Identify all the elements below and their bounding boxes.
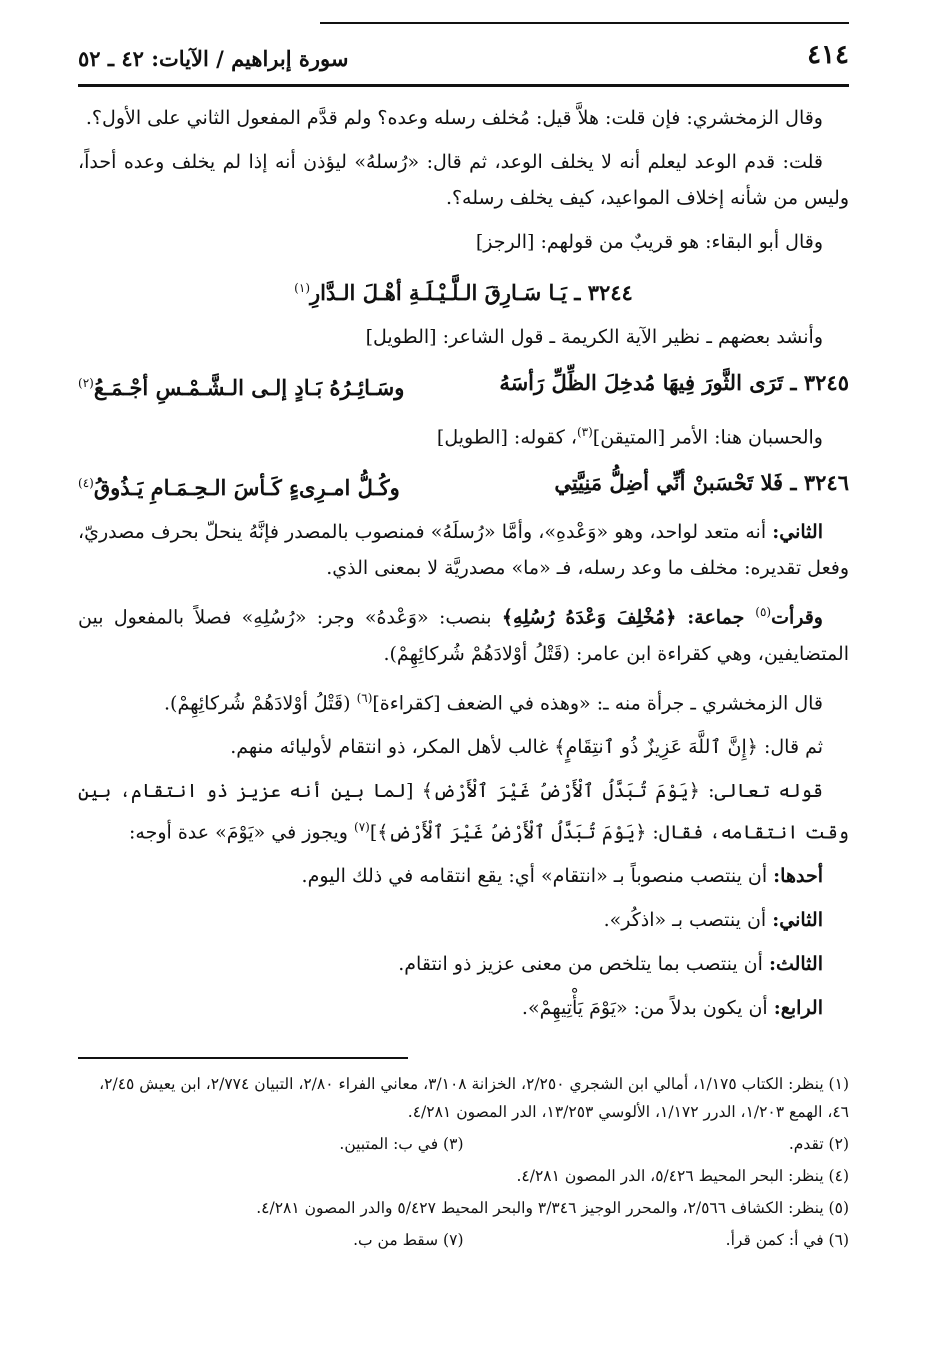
footnote: (٧) سقط من ب. [353, 1231, 464, 1249]
list-item-label: الرابع: [773, 997, 823, 1020]
footnote-marker: (٢) [78, 376, 94, 390]
verse-first-hemistich: ٣٢٤٥ ـ تَرَى الثَّورَ فِيهَا مُدخِلَ الظِّلِّ رَأسَهُ [499, 370, 849, 395]
header-divider [78, 84, 849, 87]
list-item [78, 902, 849, 938]
paragraph-text: (قَتْلُ أوْلادَهُمْ شُركائِهِمْ). [164, 691, 357, 714]
list-item-text: أن ينتصب بما يتلخص من معنى عزيز ذو انتقام. [398, 953, 769, 976]
footnote-row [78, 1226, 849, 1254]
running-title: سورة إبراهيم / الآيات: ٤٢ ـ ٥٢ [78, 46, 349, 71]
list-item-text: أن ينتصب منصوباً بـ «انتقام» أي: يقع انتقامه في ذلك اليوم. [301, 865, 774, 888]
paragraph-text: قوله تعالى: ﴿يَوْمَ تُبَدَّلُ ٱلْأَرْضُ غَيْرَ ٱلْأَرْضِ﴾ [لما بين أنه عزيز ذو انتقام، بين وقت انتقامه، فقال: ﴿يَوْمَ تُبَدَّلُ ٱلْأَرْضُ غَيْرَ ٱلْأَرْضِ﴾] [78, 779, 849, 844]
list-item-label: أحدها: [773, 865, 823, 888]
verse-second-hemistich: وسَـائِـرُهُ بَـادٍ إلـى الـشَّـمْـسِ أجْـمَـعُ [93, 375, 405, 400]
footnote: (٢) تقدم. [788, 1135, 849, 1153]
paragraph [78, 514, 849, 586]
verse-second-hemistich: وكُـلُّ امـرِىءٍ كَـأسَ الـحِـمَـامِ يَـذُوقُ [93, 475, 400, 501]
paragraph-text: والحسبان هنا: الأمر [المتيقن] [592, 426, 823, 449]
main-text [78, 100, 849, 1034]
poetry-verse [78, 463, 849, 508]
paragraph [78, 594, 849, 671]
poetry-verse [78, 363, 849, 408]
paragraph-label: وقرأت [771, 606, 823, 629]
paragraph [78, 773, 849, 850]
footnote: (٥) ينظر: الكشاف ٢/٥٦٦، والمحرر الوجيز ٣/٣٤٦ والبحر المحيط ٥/٤٢٧ والدر المصون ٤/٢٨١. [256, 1199, 849, 1217]
footnote-marker: (٥) [755, 605, 772, 620]
page-header [78, 40, 849, 76]
paragraph-text: ، كقوله: [الطويل] [436, 426, 577, 449]
paragraph-text: بنصب: «وَعْدهُ» وجر: «رُسُلِهِ» فصلاً بالمفعول بين المتضايفين، وهي كقراءة ابن عامر: (قَتْلُ أوْلادَهُمْ شُركائِهِمْ). [78, 606, 849, 665]
footnote-marker: (٤) [78, 476, 94, 491]
list-item [78, 858, 849, 894]
footnote: (٣) في ب: المتبين. [339, 1135, 464, 1153]
footnote-separator [78, 1057, 408, 1059]
footnote-marker: (٣) [576, 425, 593, 439]
footnote: (٤) ينظر: البحر المحيط ٥/٤٢٦، الدر المصون ٤/٢٨١. [516, 1167, 849, 1185]
poetry-verse [78, 268, 849, 313]
paragraph: قلت: قدم الوعد ليعلم أنه لا يخلف الوعد، ثم قال: «رُسلهُ» ليؤذن أنه إذا لم يخلف وعده أحداً، وليس من شأنه إخلاف المواعيد، كيف يخلف رسله؟. [78, 151, 849, 209]
list-item-text: أن ينتصب بـ «اذكُر». [603, 909, 773, 932]
footnote-marker: (٧) [354, 819, 370, 834]
paragraph-label: الثاني: [772, 521, 823, 544]
paragraph: وقال أبو البقاء: هو قريبٌ من قولهم: [الرجز] [475, 231, 823, 253]
paragraph: وقال الزمخشري: فإن قلت: هلاَّ قيل: مُخلف رسله وعده؟ ولم قدَّم المفعول الثاني على الأول؟. [85, 107, 823, 129]
footnote: (١) ينظر: الكتاب ١/١٧٥، أمالي ابن الشجري ٢/٢٥٠، الخزانة ٣/١٠٨، معاني الفراء ٢/٨٠، التبيان ٢/٧٧٤، ابن يعيش ٢/٤٥، ٤٦، الهمع ١/٢٠٣، الدرر ١/١٧٢، الألوسي ١٣/٢٥٣، الدر المصون ٤/٢٨١. [99, 1075, 849, 1121]
paragraph [78, 414, 849, 455]
verse-text: ٣٢٤٤ ـ يَـا سَـارِقَ الـلَّـيْـلَـةِ أهْـلَ الـدَّارِ [310, 280, 633, 305]
list-item-text: أن يكون بدلاً من: «يَوْمَ يَأْتِيهِمْ». [521, 997, 774, 1020]
paragraph [78, 680, 849, 721]
paragraph: ثم قال: ﴿إِنَّ ٱللَّهَ عَزِيزٌ ذُو ٱنتِقَامٍ﴾ غالب لأهل المكر، ذو انتقام لأوليائه منهم. [230, 735, 823, 758]
paragraph-text: ويجوز في «يَوْمَ» عدة أوجه: [129, 821, 355, 844]
footnote-marker: (١) [294, 281, 310, 295]
footnote: (٦) في أ: كمن قرأ. [725, 1231, 849, 1249]
verse-first-hemistich: ٣٢٤٦ ـ فَلا تَحْسَبنْ أنِّي أضِلُّ مَنِيَّتِي [554, 470, 849, 496]
list-item-label: الثالث: [768, 953, 823, 976]
footnotes [78, 1070, 849, 1258]
paragraph-text: قال الزمخشري ـ جرأة منه ـ: «وهذه في الضعف [كقراءة] [372, 691, 823, 714]
paragraph-text: أنه متعد لواحد، وهو «وَعْدهِ»، وأمَّا «رُسلَهُ» فمنصوب بالمصدر فإنَّهُ ينحلّ بحرف مصدريّ، وفعل تقديره: مخلف ما وعد رسله، فـ «ما» مصدريَّة لا بمعنى الذي. [78, 521, 849, 580]
header-title-rule [320, 22, 849, 24]
quran-quote: جماعة: ﴿مُخْلِفَ وَعْدَهُ رُسُلِهِ﴾ [501, 606, 756, 629]
paragraph: وأنشد بعضهم ـ نظير الآية الكريمة ـ قول الشاعر: [الطويل] [365, 326, 823, 348]
footnote-marker: (٦) [356, 690, 373, 705]
list-item-label: الثاني: [772, 909, 823, 932]
footnote-row [78, 1130, 849, 1158]
page-number: ٤١٤ [807, 40, 849, 70]
list-item [78, 990, 849, 1026]
list-item [78, 946, 849, 982]
